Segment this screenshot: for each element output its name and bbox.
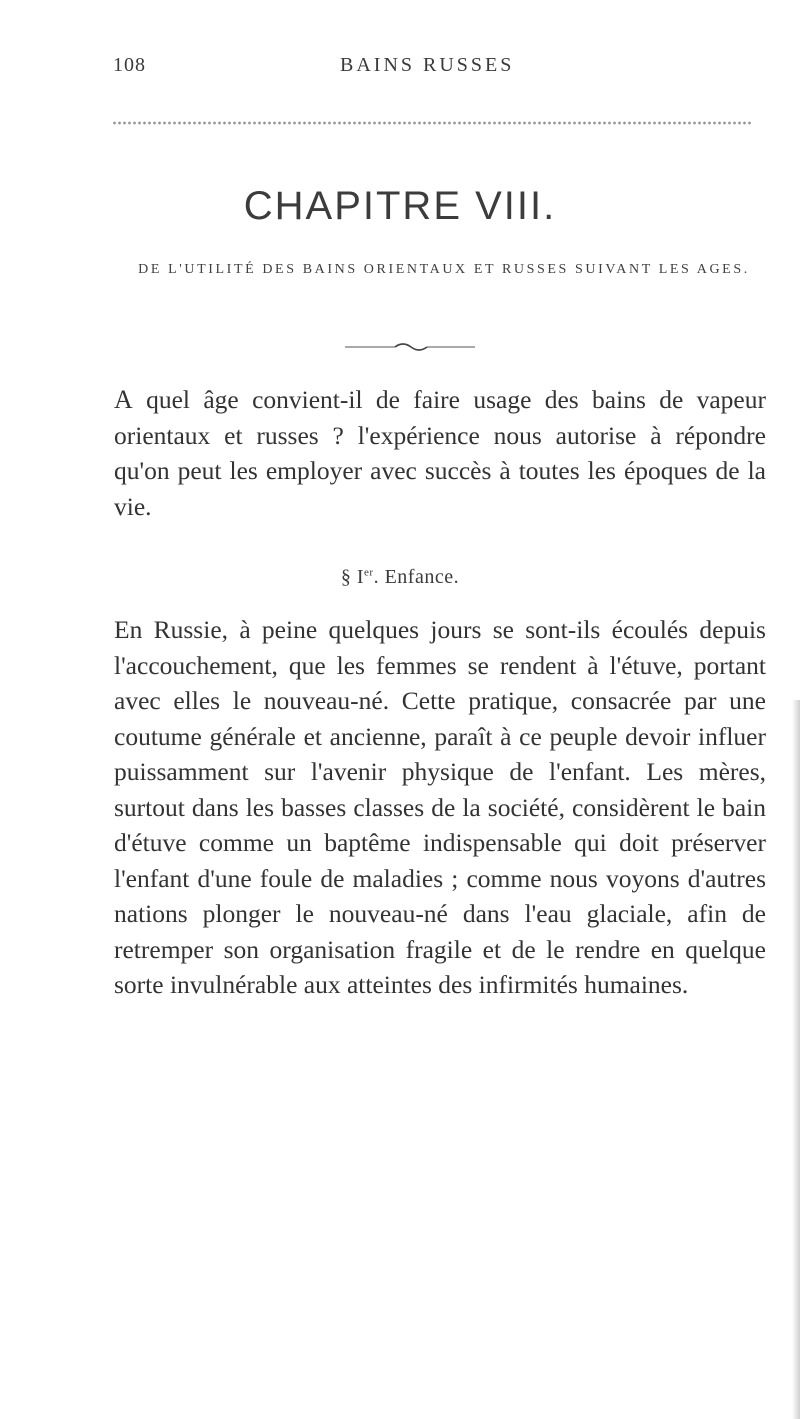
ornamental-divider [112, 116, 752, 130]
section-superscript: er [364, 566, 374, 579]
chapter-subtitle: DE L'UTILITÉ DES BAINS ORIENTAUX ET RUSSES SUIVANT LES AGES. [138, 262, 750, 277]
section-number: § I [340, 566, 365, 588]
swash-ornament [345, 340, 475, 354]
page-edge-shadow [792, 700, 800, 1419]
chapter-title: CHAPITRE VIII. [243, 184, 557, 228]
running-title: BAINS RUSSES [340, 54, 515, 76]
intro-paragraph: A quel âge convient-il de faire usage des bains de vapeur orientaux et russes ? l'expérience nous autorise à répondre qu'on peut les employer avec succès à toutes les époques de la vie. [114, 385, 766, 521]
section-title: . Enfance. [373, 566, 460, 588]
body-paragraph: En Russie, à peine quelques jours se sont-ils écoulés depuis l'accouchement, que les femmes se rendent à l'étuve, portant avec elles le nouveau-né. Cette pratique, consacrée par une coutume générale et ancienne, paraît à ce peuple devoir influer puissamment sur l'avenir physique de l'enfant. Les mères, surtout dans les basses classes de la société, considèrent le bain d'étuve comme un baptême indispensable qui doit préserver l'enfant d'une foule de maladies ; comme nous voyons d'autres nations plonger le nouveau-né dans l'eau glaciale, afin de retremper son organisation fragile et de le rendre en quelque sorte invulnérable aux atteintes des infirmités humaines. [114, 615, 766, 999]
running-head [0, 54, 800, 84]
page-number: 108 [113, 54, 146, 76]
section-heading [0, 566, 800, 589]
